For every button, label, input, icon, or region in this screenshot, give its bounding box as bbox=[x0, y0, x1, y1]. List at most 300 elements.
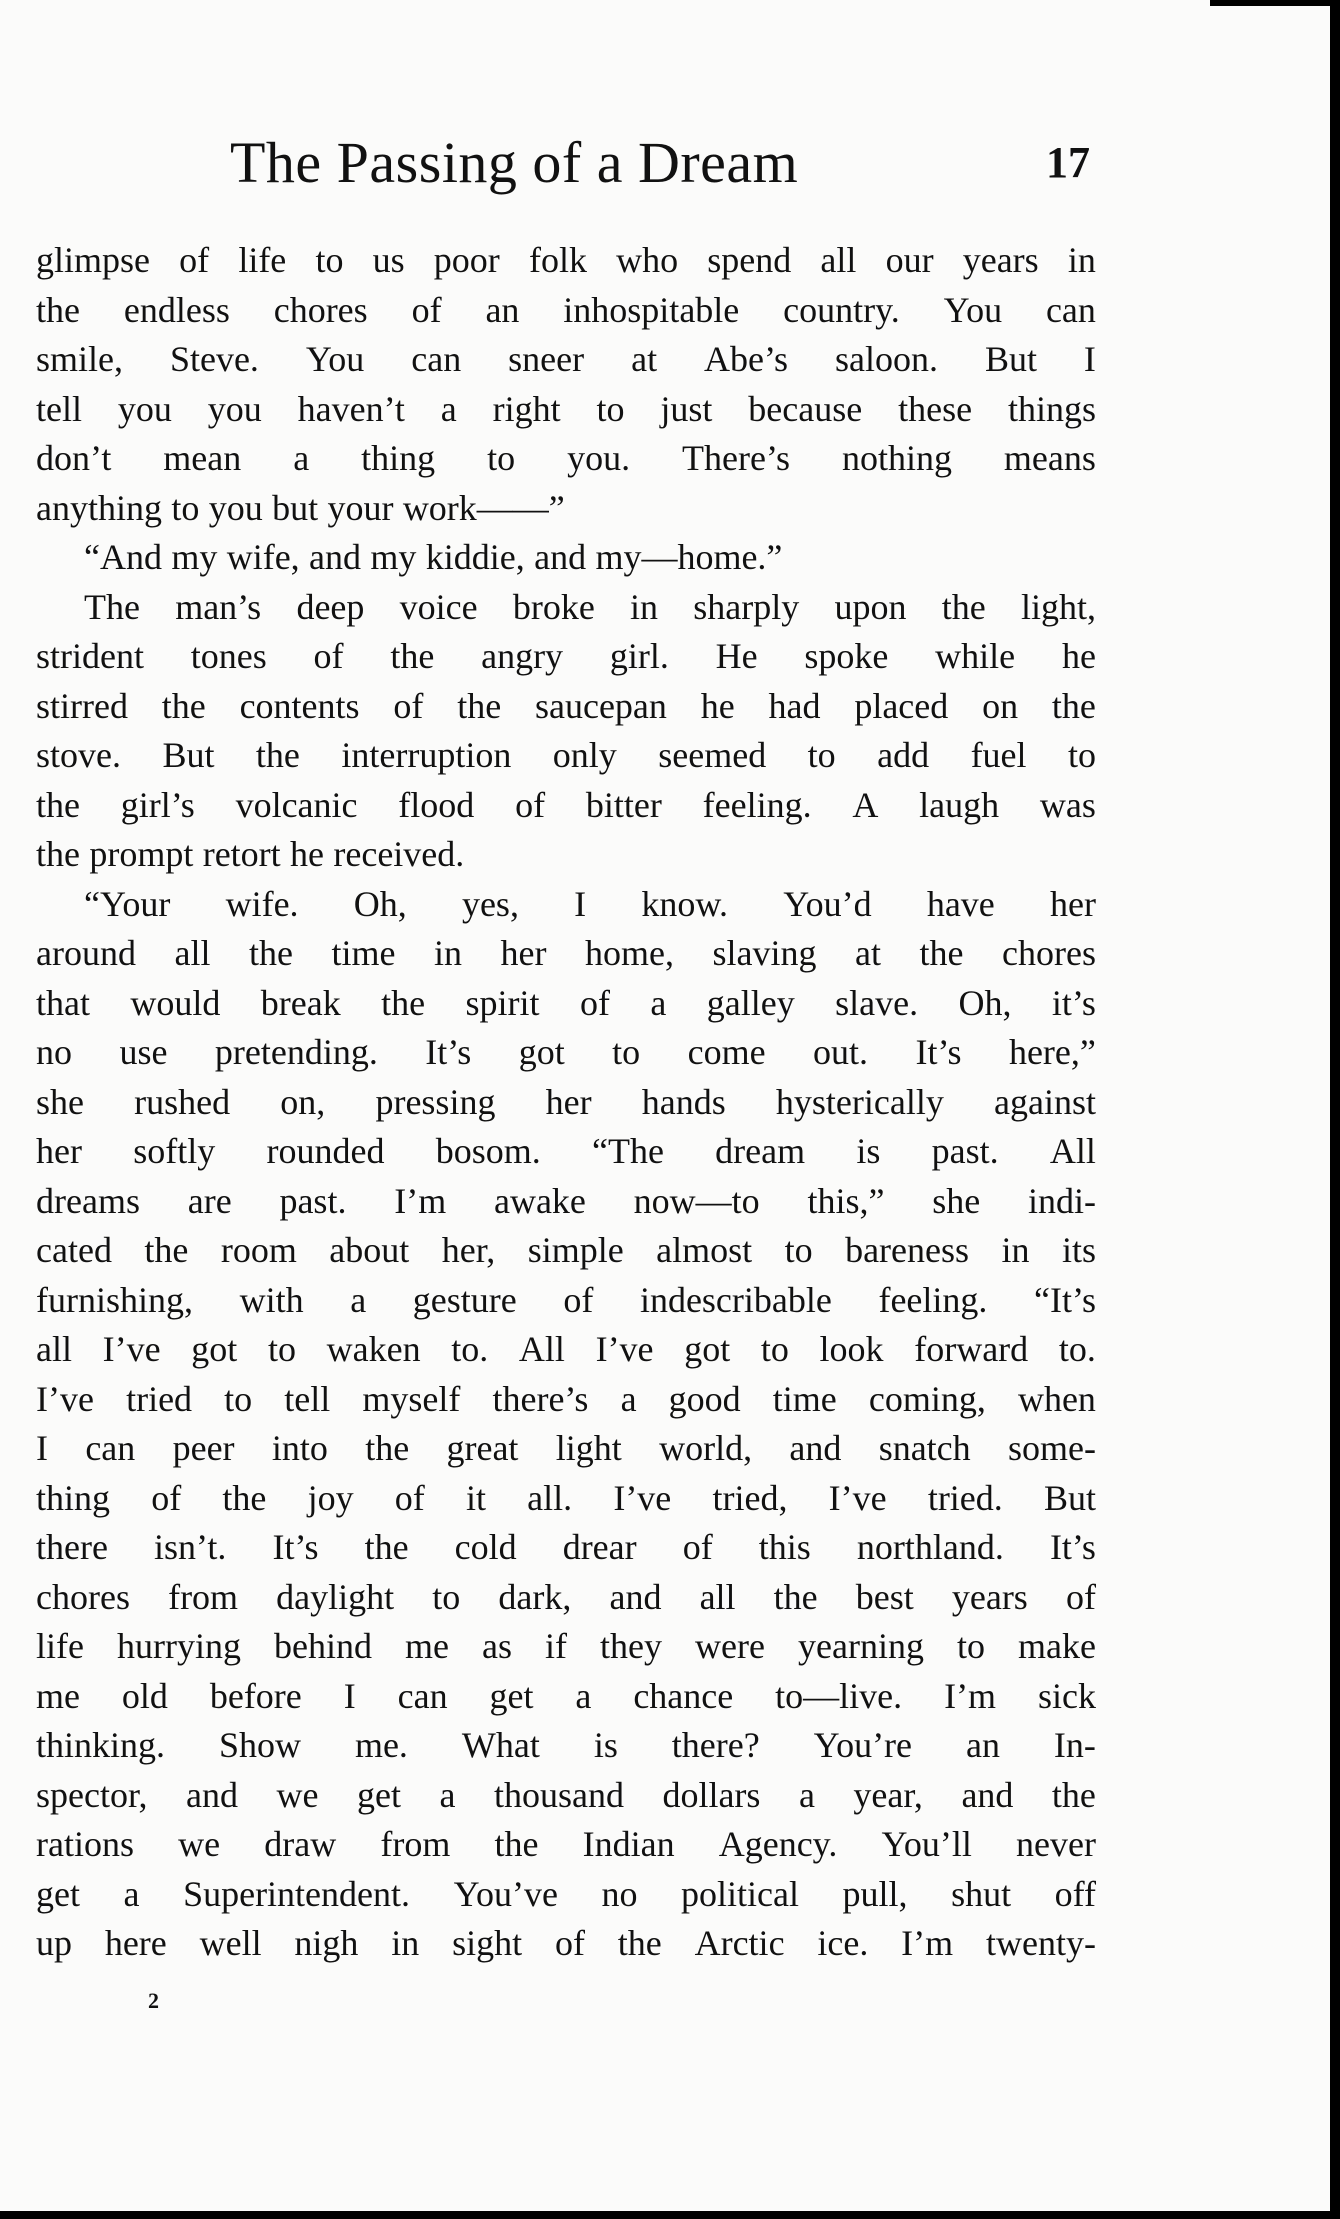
word: “It’s bbox=[1034, 1279, 1096, 1320]
word: to bbox=[760, 1329, 789, 1369]
word: nothing bbox=[841, 438, 952, 478]
word: pretending. bbox=[214, 1032, 378, 1072]
word: of bbox=[579, 982, 610, 1023]
word: pressing bbox=[375, 1081, 496, 1122]
word: You’ve bbox=[453, 1873, 558, 1914]
word: from bbox=[380, 1824, 451, 1864]
word: a bbox=[650, 982, 667, 1023]
word: work——” bbox=[402, 487, 565, 528]
word: I’ve bbox=[36, 1378, 94, 1419]
word: if bbox=[545, 1626, 568, 1666]
word: up bbox=[36, 1923, 72, 1963]
word: here,” bbox=[1008, 1032, 1096, 1072]
word: can bbox=[85, 1428, 136, 1468]
word: all bbox=[820, 240, 857, 280]
word: draw bbox=[264, 1824, 337, 1864]
word: the bbox=[161, 685, 206, 726]
word: and bbox=[789, 1428, 842, 1468]
word: I’m bbox=[944, 1675, 997, 1716]
word: drear bbox=[562, 1527, 637, 1567]
word: to bbox=[784, 1230, 813, 1270]
text-line bbox=[36, 830, 1096, 880]
word: I’ve bbox=[595, 1329, 654, 1369]
word: got bbox=[684, 1329, 731, 1369]
word: It’s bbox=[272, 1527, 319, 1567]
page-scan-edge-top bbox=[1210, 0, 1340, 6]
word: yearning bbox=[798, 1626, 924, 1666]
word: a bbox=[350, 1279, 367, 1320]
word: rushed bbox=[134, 1081, 231, 1122]
word: A bbox=[852, 784, 879, 825]
word: dream bbox=[715, 1131, 806, 1171]
word: your bbox=[327, 487, 394, 528]
word: were bbox=[695, 1626, 765, 1666]
word: of bbox=[682, 1527, 713, 1567]
word: the bbox=[1051, 685, 1096, 726]
word: there? bbox=[671, 1725, 760, 1765]
word: you bbox=[208, 487, 263, 528]
word: a bbox=[620, 1378, 637, 1419]
word: indescribable bbox=[639, 1279, 832, 1320]
word: got bbox=[518, 1032, 565, 1072]
word: in bbox=[391, 1923, 420, 1963]
word: and bbox=[186, 1774, 238, 1815]
word: sharply bbox=[693, 586, 800, 627]
word: from bbox=[168, 1576, 239, 1617]
word: to bbox=[1067, 735, 1096, 775]
word: light, bbox=[1020, 586, 1096, 627]
word: I bbox=[574, 883, 587, 924]
word: I’m bbox=[394, 1180, 447, 1221]
word: chores bbox=[1002, 933, 1096, 973]
word: and bbox=[534, 537, 587, 577]
word: rations bbox=[36, 1824, 134, 1864]
word: off bbox=[1054, 1873, 1096, 1914]
word: flood bbox=[398, 784, 475, 825]
word: galley bbox=[706, 982, 795, 1023]
word: mean bbox=[163, 438, 242, 478]
word: You’d bbox=[783, 883, 872, 924]
word: ice. bbox=[817, 1923, 869, 1963]
page-scan-edge-right bbox=[1330, 0, 1340, 2219]
word: of bbox=[393, 685, 424, 726]
word: things bbox=[1007, 388, 1096, 429]
word: laugh bbox=[919, 784, 1000, 825]
page-scan-edge-bottom bbox=[0, 2211, 1340, 2219]
word: old bbox=[121, 1675, 168, 1716]
word: around bbox=[36, 933, 136, 973]
word: tried bbox=[126, 1378, 193, 1419]
word: spector, bbox=[36, 1774, 148, 1815]
word: haven’t bbox=[297, 388, 405, 429]
word: would bbox=[130, 982, 221, 1023]
text-line bbox=[36, 632, 1096, 682]
word: You’ll bbox=[881, 1824, 972, 1864]
word: You bbox=[943, 289, 1003, 330]
word: tell bbox=[284, 1378, 331, 1419]
word: softly bbox=[133, 1131, 216, 1171]
word: I’ve bbox=[828, 1477, 887, 1518]
word: use bbox=[119, 1032, 168, 1072]
word: tried. bbox=[927, 1477, 1003, 1518]
word: my bbox=[370, 537, 417, 577]
word: all bbox=[36, 1329, 72, 1369]
word: slaving bbox=[712, 933, 817, 973]
word: to bbox=[432, 1576, 461, 1617]
word: the bbox=[941, 586, 986, 627]
text-line bbox=[36, 979, 1096, 1029]
word: The bbox=[84, 586, 140, 627]
word: fuel bbox=[970, 735, 1027, 775]
word: feeling. bbox=[878, 1279, 988, 1320]
word: slave. bbox=[835, 982, 919, 1023]
word: the bbox=[390, 636, 435, 676]
word: bosom. bbox=[435, 1131, 541, 1171]
word: I’ve bbox=[102, 1329, 161, 1369]
word: to bbox=[315, 240, 344, 280]
word: her bbox=[545, 1081, 592, 1122]
word: wife. bbox=[225, 883, 299, 924]
word: in bbox=[1001, 1230, 1030, 1270]
word: behind bbox=[274, 1626, 372, 1666]
word: thousand bbox=[493, 1774, 624, 1815]
word: anything bbox=[36, 487, 162, 528]
word: All bbox=[518, 1329, 565, 1369]
word: this bbox=[758, 1527, 811, 1567]
word: home, bbox=[585, 933, 674, 973]
text-line bbox=[36, 286, 1096, 336]
word: It’s bbox=[915, 1032, 962, 1072]
word: as bbox=[482, 1626, 512, 1666]
word: no bbox=[36, 1032, 72, 1072]
word: into bbox=[271, 1428, 328, 1468]
word: the bbox=[248, 933, 293, 973]
word: at bbox=[855, 933, 881, 973]
word: stove. bbox=[36, 735, 121, 775]
word: poor bbox=[433, 240, 500, 280]
word: a bbox=[293, 438, 310, 478]
word: tried, bbox=[712, 1477, 788, 1518]
word: hurrying bbox=[117, 1626, 241, 1666]
word: Indian bbox=[582, 1824, 675, 1864]
word: her bbox=[1050, 883, 1096, 924]
word: there’s bbox=[492, 1378, 589, 1419]
word: you. bbox=[567, 438, 631, 478]
word: this,” bbox=[807, 1180, 885, 1221]
word: contents bbox=[239, 685, 360, 726]
word: a bbox=[123, 1873, 140, 1914]
word: of bbox=[151, 1477, 182, 1518]
word: to bbox=[487, 438, 516, 478]
word: of bbox=[1065, 1576, 1096, 1617]
word: have bbox=[926, 883, 995, 924]
word: you bbox=[117, 388, 172, 429]
word: get bbox=[356, 1774, 401, 1815]
word: dollars bbox=[662, 1774, 761, 1815]
word: when bbox=[1017, 1378, 1096, 1419]
word: I’m bbox=[901, 1923, 954, 1963]
word: snatch bbox=[878, 1428, 971, 1468]
text-line bbox=[36, 1820, 1096, 1870]
word: waken bbox=[326, 1329, 421, 1369]
word: to bbox=[612, 1032, 641, 1072]
word: retort bbox=[202, 834, 281, 874]
word: light bbox=[555, 1428, 622, 1468]
word: girl. bbox=[609, 636, 669, 676]
word: simple bbox=[527, 1230, 624, 1270]
word: furnishing, bbox=[36, 1279, 193, 1320]
text-line bbox=[36, 1771, 1096, 1821]
word: he bbox=[290, 834, 325, 874]
word: these bbox=[898, 388, 973, 429]
signature-mark: 2 bbox=[148, 1988, 159, 2013]
word: smile, bbox=[36, 339, 123, 379]
word: get bbox=[489, 1675, 534, 1716]
word: he bbox=[700, 685, 735, 726]
word: in bbox=[630, 586, 659, 627]
word: look bbox=[819, 1329, 884, 1369]
word: her bbox=[36, 1131, 82, 1171]
word: past. bbox=[931, 1131, 999, 1171]
word: world, bbox=[659, 1428, 753, 1468]
word: hands bbox=[641, 1081, 726, 1122]
word: who bbox=[616, 240, 679, 280]
word: interruption bbox=[341, 735, 512, 775]
word: are bbox=[187, 1180, 232, 1221]
word: break bbox=[260, 982, 341, 1023]
word: her bbox=[500, 933, 547, 973]
text-line bbox=[36, 1325, 1096, 1375]
word: But bbox=[1043, 1477, 1096, 1518]
word: twenty- bbox=[985, 1923, 1096, 1963]
word: hysterically bbox=[775, 1081, 944, 1122]
text-line bbox=[36, 781, 1096, 831]
word: forward bbox=[914, 1329, 1029, 1369]
word: and bbox=[309, 537, 362, 577]
word: the bbox=[919, 933, 964, 973]
word: you bbox=[207, 388, 262, 429]
word: years bbox=[962, 240, 1039, 280]
word: isn’t. bbox=[154, 1527, 227, 1567]
word: against bbox=[994, 1081, 1096, 1122]
word: here bbox=[104, 1923, 167, 1963]
text-line bbox=[36, 1919, 1096, 1969]
word: our bbox=[885, 240, 934, 280]
word: dreams bbox=[36, 1180, 140, 1221]
word: myself bbox=[362, 1378, 461, 1419]
word: me bbox=[405, 1626, 449, 1666]
word: room bbox=[220, 1230, 297, 1270]
word: years bbox=[951, 1576, 1028, 1617]
text-line bbox=[36, 731, 1096, 781]
word: gesture bbox=[412, 1279, 517, 1320]
word: a bbox=[575, 1675, 592, 1716]
word: we bbox=[178, 1824, 221, 1864]
text-line bbox=[36, 880, 1096, 930]
word: while bbox=[935, 636, 1016, 676]
word: all. bbox=[527, 1477, 573, 1518]
word: the bbox=[457, 685, 502, 726]
word: know. bbox=[641, 883, 729, 924]
word: its bbox=[1061, 1230, 1096, 1270]
word: “Your bbox=[84, 883, 171, 924]
word: the bbox=[365, 1428, 410, 1468]
word: glimpse bbox=[36, 240, 150, 280]
word: of bbox=[563, 1279, 594, 1320]
word: life bbox=[36, 1626, 84, 1666]
word: But bbox=[162, 735, 215, 775]
word: placed bbox=[854, 685, 949, 726]
word: means bbox=[1003, 438, 1096, 478]
word: he bbox=[1061, 636, 1096, 676]
word: because bbox=[748, 388, 863, 429]
word: before bbox=[209, 1675, 302, 1716]
word: Steve. bbox=[169, 339, 259, 379]
word: “And bbox=[84, 537, 162, 577]
word: a bbox=[798, 1774, 815, 1815]
word: my—home.” bbox=[595, 537, 783, 577]
word: some- bbox=[1007, 1428, 1096, 1468]
word: awake bbox=[493, 1180, 586, 1221]
text-line bbox=[36, 1721, 1096, 1771]
word: had bbox=[768, 685, 821, 726]
word: just bbox=[660, 388, 713, 429]
word: Superintendent. bbox=[183, 1873, 411, 1914]
word: sick bbox=[1037, 1675, 1096, 1716]
word: I bbox=[36, 1428, 48, 1468]
word: kiddie, bbox=[425, 537, 525, 577]
word: pull, bbox=[842, 1873, 908, 1914]
word: to. bbox=[451, 1329, 489, 1369]
word: broke bbox=[512, 586, 595, 627]
word: time bbox=[772, 1378, 837, 1419]
word: the bbox=[773, 1576, 818, 1617]
word: joy bbox=[307, 1477, 354, 1518]
word: prompt bbox=[89, 834, 194, 874]
word: don’t bbox=[36, 438, 112, 478]
text-line bbox=[36, 1424, 1096, 1474]
word: the bbox=[36, 289, 80, 330]
word: they bbox=[600, 1626, 663, 1666]
word: I’ve bbox=[613, 1477, 672, 1518]
text-line bbox=[36, 1870, 1096, 1920]
word: seemed bbox=[658, 735, 767, 775]
word: an bbox=[485, 289, 520, 330]
word: an bbox=[965, 1725, 1000, 1765]
word: He bbox=[715, 636, 758, 676]
word: best bbox=[855, 1576, 914, 1617]
text-line bbox=[36, 236, 1096, 286]
word: northland. bbox=[856, 1527, 1004, 1567]
word: endless bbox=[123, 289, 230, 330]
word: the bbox=[364, 1527, 409, 1567]
word: the bbox=[1051, 1774, 1096, 1815]
word: sight bbox=[452, 1923, 523, 1963]
text-line bbox=[36, 1226, 1096, 1276]
word: Oh, bbox=[353, 883, 407, 924]
word: at bbox=[631, 339, 658, 379]
word: angry bbox=[481, 636, 564, 676]
word: thing bbox=[36, 1477, 111, 1518]
word: yes, bbox=[461, 883, 519, 924]
word: inhospitable bbox=[563, 289, 740, 330]
word: cold bbox=[454, 1527, 517, 1567]
word: add bbox=[877, 735, 930, 775]
word: of bbox=[554, 1923, 585, 1963]
word: of bbox=[313, 636, 344, 676]
word: nigh bbox=[294, 1923, 359, 1963]
word: good bbox=[668, 1378, 741, 1419]
word: bareness bbox=[845, 1230, 970, 1270]
word: dark, bbox=[498, 1576, 572, 1617]
word: to—live. bbox=[775, 1675, 903, 1716]
word: chores bbox=[36, 1576, 130, 1617]
word: great bbox=[446, 1428, 519, 1468]
word: with bbox=[239, 1279, 304, 1320]
word: It’s bbox=[1049, 1527, 1096, 1567]
word: us bbox=[372, 240, 405, 280]
word: cated bbox=[36, 1230, 112, 1270]
word: all bbox=[699, 1576, 736, 1617]
word: me bbox=[36, 1675, 80, 1716]
word: man’s bbox=[175, 586, 262, 627]
word: of bbox=[411, 289, 442, 330]
word: never bbox=[1016, 1824, 1096, 1864]
word: spirit bbox=[465, 982, 540, 1023]
word: Arctic bbox=[694, 1923, 785, 1963]
word: I bbox=[1083, 339, 1096, 379]
word: to bbox=[596, 388, 625, 429]
word: it’s bbox=[1051, 982, 1096, 1023]
text-line bbox=[36, 385, 1096, 435]
word: no bbox=[601, 1873, 638, 1914]
word: folk bbox=[528, 240, 587, 280]
word: a bbox=[439, 1774, 456, 1815]
word: You’re bbox=[813, 1725, 913, 1765]
word: bitter bbox=[585, 784, 662, 825]
word: to bbox=[171, 487, 200, 528]
word: spoke bbox=[804, 636, 889, 676]
word: about bbox=[329, 1230, 410, 1270]
word: You bbox=[305, 339, 365, 379]
word: there bbox=[36, 1527, 108, 1567]
word: saloon. bbox=[834, 339, 938, 379]
word: peer bbox=[172, 1428, 235, 1468]
word: shut bbox=[951, 1873, 1012, 1914]
body-text bbox=[36, 236, 1096, 1969]
text-line bbox=[36, 1177, 1096, 1227]
word: volcanic bbox=[235, 784, 358, 825]
word: the bbox=[222, 1477, 267, 1518]
word: and bbox=[961, 1774, 1014, 1815]
word: voice bbox=[399, 586, 478, 627]
word: daylight bbox=[276, 1576, 395, 1617]
word: to bbox=[807, 735, 836, 775]
word: But bbox=[984, 339, 1037, 379]
word: strident bbox=[36, 636, 144, 676]
word: a bbox=[440, 388, 457, 429]
word: There’s bbox=[682, 438, 790, 478]
text-line bbox=[36, 533, 1096, 583]
word: tones bbox=[190, 636, 267, 676]
word: we bbox=[276, 1774, 319, 1815]
text-line bbox=[36, 1573, 1096, 1623]
word: Show bbox=[218, 1725, 301, 1765]
word: to bbox=[956, 1626, 985, 1666]
word: In- bbox=[1053, 1725, 1096, 1765]
word: get bbox=[36, 1873, 80, 1914]
word: spend bbox=[707, 240, 792, 280]
